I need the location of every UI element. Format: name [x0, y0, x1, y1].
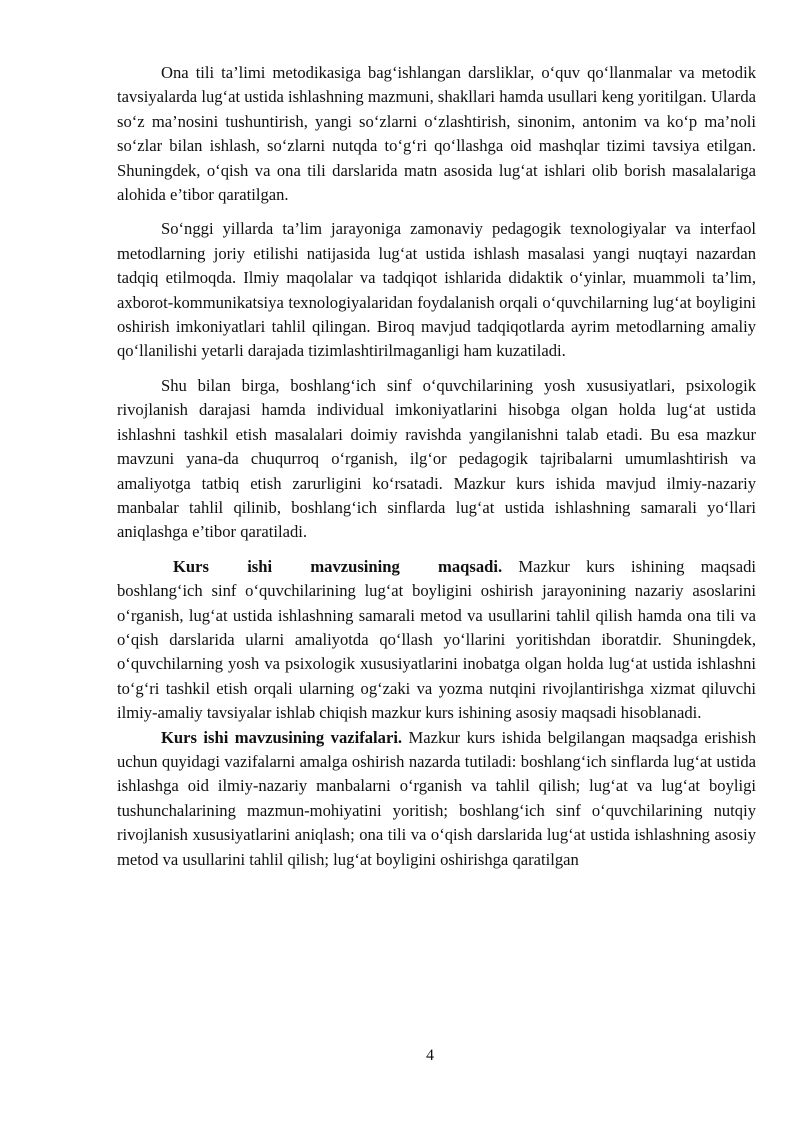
- paragraph-modern-technologies: So‘nggi yillarda ta’lim jarayoniga zamonaviy pedagogik texnologiyalar va interfaol metodlarning joriy etilishi natijasida lug‘at ustida ishlash masalasi yangi nuqtayi nazardan tadqiq etilmoqda. Ilmiy maqolalar va tadqiqot ishlarida didaktik o‘yinlar, muammoli ta’lim, axborot-kommunikatsiya texnologiyalaridan foydalanish orqali o‘quvchilarning lug‘at boyligini oshirish imkoniyatlari tahlil qilingan. Biroq mavjud tadqiqotlarda ayrim metodlarning amaliy qo‘llanilishi yetarli darajada tizimlashtirilmaganligi ham kuzatiladi.: [117, 219, 756, 361]
- paragraph-textbooks: Ona tili ta’limi metodikasiga bag‘ishlangan darsliklar, o‘quv qo‘llanmalar va metodik tavsiyalarda lug‘at ustida ishlashning mazmuni, shakllari hamda usullari keng yoritilgan. Ularda so‘z ma’nosini tushuntirish, yangi so‘zlarni o‘zlashtirish, sinonim, antonim va ko‘p ma’noli so‘zlar bilan ishlash, so‘zlarni nutqda to‘g‘ri qo‘llashga oid mashqlar tizimi tavsiya etilgan. Shuningdek, o‘qish va ona tili darslarida matn asosida lug‘at ishlari olib borish masalalariga alohida e’tibor qaratilgan.: [117, 63, 756, 205]
- page-number: 4: [426, 1047, 434, 1064]
- goal-heading: Kurs ishi mavzusining maqsadi.: [173, 556, 503, 576]
- paragraph-age-features: Shu bilan birga, boshlang‘ich sinf o‘quvchilarining yosh xususiyatlari, psixologik rivojlanish darajasi hamda individual imkoniyatlarini hisobga olgan holda lug‘at ustida ishlashni tashkil etish masalalari doimiy ravishda yangilanishni talab etadi. Bu esa mazkur mavzuni yana-da chuqurroq o‘rganish, ilg‘or pedagogik tajribalarni umumlashtirish va amaliyotga tatbiq etish zarurligini ko‘rsatadi. Mazkur kurs ishida mavjud ilmiy-nazariy manbalar tahlil qilinib, boshlang‘ich sinflarda lug‘at ustida ishlashning samarali yo‘llari aniqlashga e’tibor qaratiladi.: [117, 375, 756, 542]
- tasks-text: Mazkur kurs ishida belgilangan maqsadga erishish uchun quyidagi vazifalarni amalga oshirish nazarda tutiladi: boshlang‘ich sinflarda lug‘at ustida ishlashga oid ilmiy-nazariy manbalarni o‘rganish va tahlil qilish; lug‘at va lug‘at boyligi tushunchalarining mazmun-mohiyatini yoritish; boshlang‘ich sinf o‘quvchilarining nutqiy rivojlanish xususiyatlarini aniqlash; ona tili va o‘qish darslarida lug‘at ustida ishlashning asosiy metod va usullarini tahlil qilish; lug‘at boyligini oshirishga qaratilgan: [117, 727, 756, 869]
- goal-text: Mazkur kurs ishining maqsadi boshlang‘ich sinf o‘quvchilarining lug‘at boyligini oshirish jarayonining nazariy asoslarini o‘rganish, lug‘at ustida ishlashning samarali metod va usullarini tahlil qilish hamda ona tili va o‘qish darslarida ularni amaliyotda qo‘llash yo‘llarini yoritishdan iboratdir. Shuningdek, o‘quvchilarning yosh va psixologik xususiyatlarini inobatga olgan holda lug‘at ustida ishlashni to‘g‘ri tashkil etish orqali ularning og‘zaki va yozma nutqini rivojlantirishga xizmat qiluvchi ilmiy-amaliy tavsiyalar ishlab chiqish mazkur kurs ishining asosiy maqsadi hisoblanadi.: [117, 556, 756, 723]
- tasks-heading: Kurs ishi mavzusining vazifalari.: [161, 727, 403, 747]
- paragraph-tasks: [117, 726, 756, 872]
- paragraph-goal: [117, 555, 756, 726]
